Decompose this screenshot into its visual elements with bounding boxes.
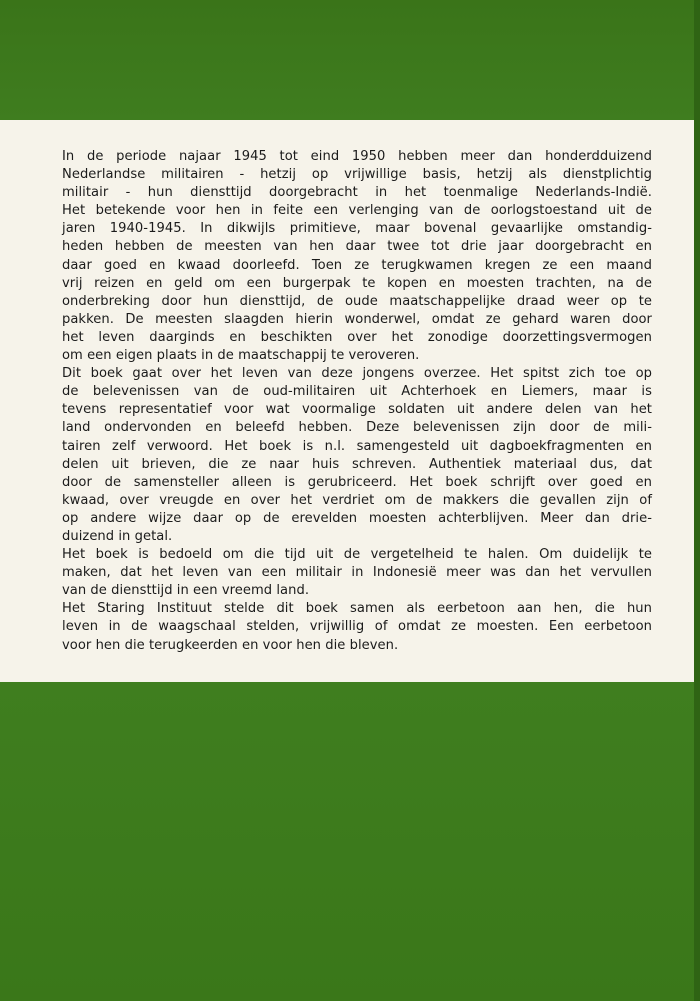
text-line: Het Staring Instituut stelde dit boek samen als eerbetoon aan hen, die hun	[62, 601, 652, 617]
text-line: Dit boek gaat over het leven van deze jongens overzee. Het spitst zich toe op	[62, 366, 652, 382]
text-line: jaren 1940-1945. In dikwijls primitieve, maar bovenal gevaarlijke omstandig-	[62, 221, 652, 237]
text-line: Het betekende voor hen in feite een verlenging van de oorlogstoestand uit de	[62, 203, 652, 219]
text-line: vrij reizen en geld om een burgerpak te kopen en moesten trachten, na de	[62, 275, 652, 291]
text-line: daar goed en kwaad doorleefd. Toen ze terugkwamen kregen ze een maand	[62, 257, 652, 273]
text-line: duizend in getal.	[62, 528, 173, 544]
text-line: Nederlandse militairen - hetzij op vrijwillige basis, hetzij als dienstplichtig	[62, 167, 652, 183]
text-line: kwaad, over vreugde en over het verdriet om de makkers die gevallen zijn of	[62, 492, 652, 508]
top-green-band	[0, 0, 700, 120]
back-cover-text	[62, 148, 652, 655]
text-line: land ondervonden en beleefd hebben. Deze belevenissen zijn door de mili-	[62, 420, 652, 436]
text-line: Het boek is bedoeld om die tijd uit de vergetelheid te halen. Om duidelijk te	[62, 547, 652, 563]
text-line: voor hen die terugkeerden en voor hen die bleven.	[62, 637, 399, 653]
text-line: pakken. De meesten slaagden hierin wonderwel, omdat ze gehard waren door	[62, 311, 652, 327]
text-line: tevens representatief voor wat voormalige soldaten uit andere delen van het	[62, 402, 652, 418]
text-line: delen uit brieven, die ze naar huis schreven. Authentiek materiaal dus, dat	[62, 456, 652, 472]
text-line: van de diensttijd in een vreemd land.	[62, 583, 310, 599]
text-line: heden hebben de meesten van hen daar twee tot drie jaar doorgebracht en	[62, 239, 652, 255]
book-spine-edge	[694, 0, 700, 1001]
bottom-green-band	[0, 682, 700, 1001]
text-line: maken, dat het leven van een militair in Indonesië meer was dan het vervullen	[62, 565, 652, 581]
text-line: de belevenissen van de oud-militairen uit Achterhoek en Liemers, maar is	[62, 384, 652, 400]
text-line: tairen zelf verwoord. Het boek is n.l. samengesteld uit dagboekfragmenten en	[62, 438, 652, 454]
text-line: door de samensteller alleen is gerubriceerd. Het boek schrijft over goed en	[62, 474, 652, 490]
text-line: om een eigen plaats in de maatschappij te veroveren.	[62, 348, 420, 364]
text-panel	[0, 120, 700, 682]
text-line: leven in de waagschaal stelden, vrijwillig of omdat ze moesten. Een eerbetoon	[62, 619, 652, 635]
text-line: onderbreking door hun diensttijd, de oude maatschappelijke draad weer op te	[62, 293, 652, 309]
text-line: het leven daarginds en beschikten over het zonodige doorzettingsvermogen	[62, 329, 652, 345]
text-line: op andere wijze daar op de erevelden moesten achterblijven. Meer dan drie-	[62, 510, 652, 526]
text-line: militair - hun diensttijd doorgebracht in het toenmalige Nederlands-Indië.	[62, 185, 652, 201]
text-line: In de periode najaar 1945 tot eind 1950 hebben meer dan honderdduizend	[62, 149, 652, 164]
